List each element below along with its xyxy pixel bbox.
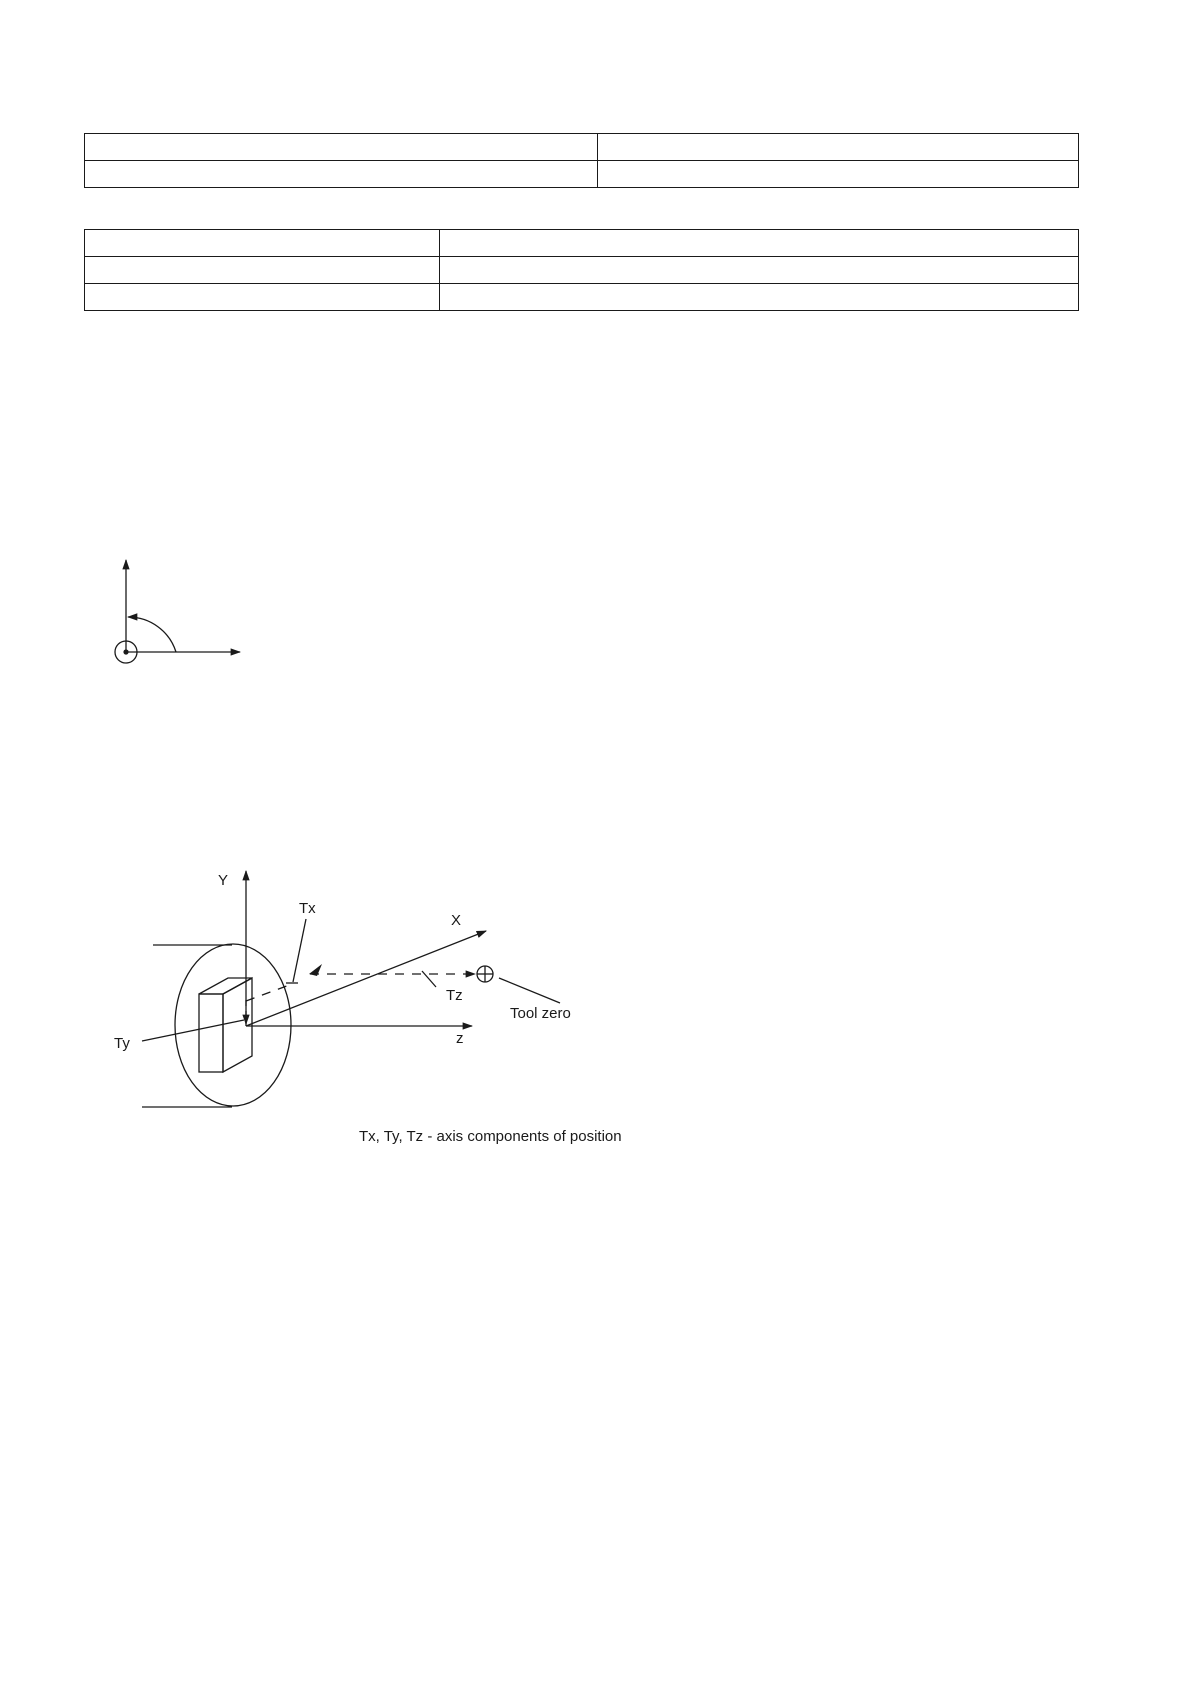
x-axis-label: X	[451, 912, 462, 929]
tx-leader-line	[293, 919, 306, 982]
tx-label: Tx	[299, 900, 316, 917]
tool-zero-leader-line	[499, 978, 560, 1003]
z-axis-label: z	[456, 1030, 464, 1047]
spindle-face-ellipse	[175, 944, 291, 1106]
tz-label: Tz	[446, 987, 463, 1004]
tool-block	[199, 978, 252, 1072]
figure-caption: Tx, Ty, Tz - axis components of position	[359, 1128, 622, 1145]
ty-label: Ty	[114, 1035, 130, 1052]
tx-component-dash	[246, 984, 292, 1001]
tool-zero-label: Tool zero	[510, 1005, 571, 1022]
tz-start-arrowhead	[309, 964, 322, 976]
ty-leader-line	[142, 1020, 244, 1041]
tool-zero-icon	[477, 966, 493, 982]
y-axis-label: Y	[218, 872, 229, 889]
x-axis-arrow	[246, 931, 486, 1026]
